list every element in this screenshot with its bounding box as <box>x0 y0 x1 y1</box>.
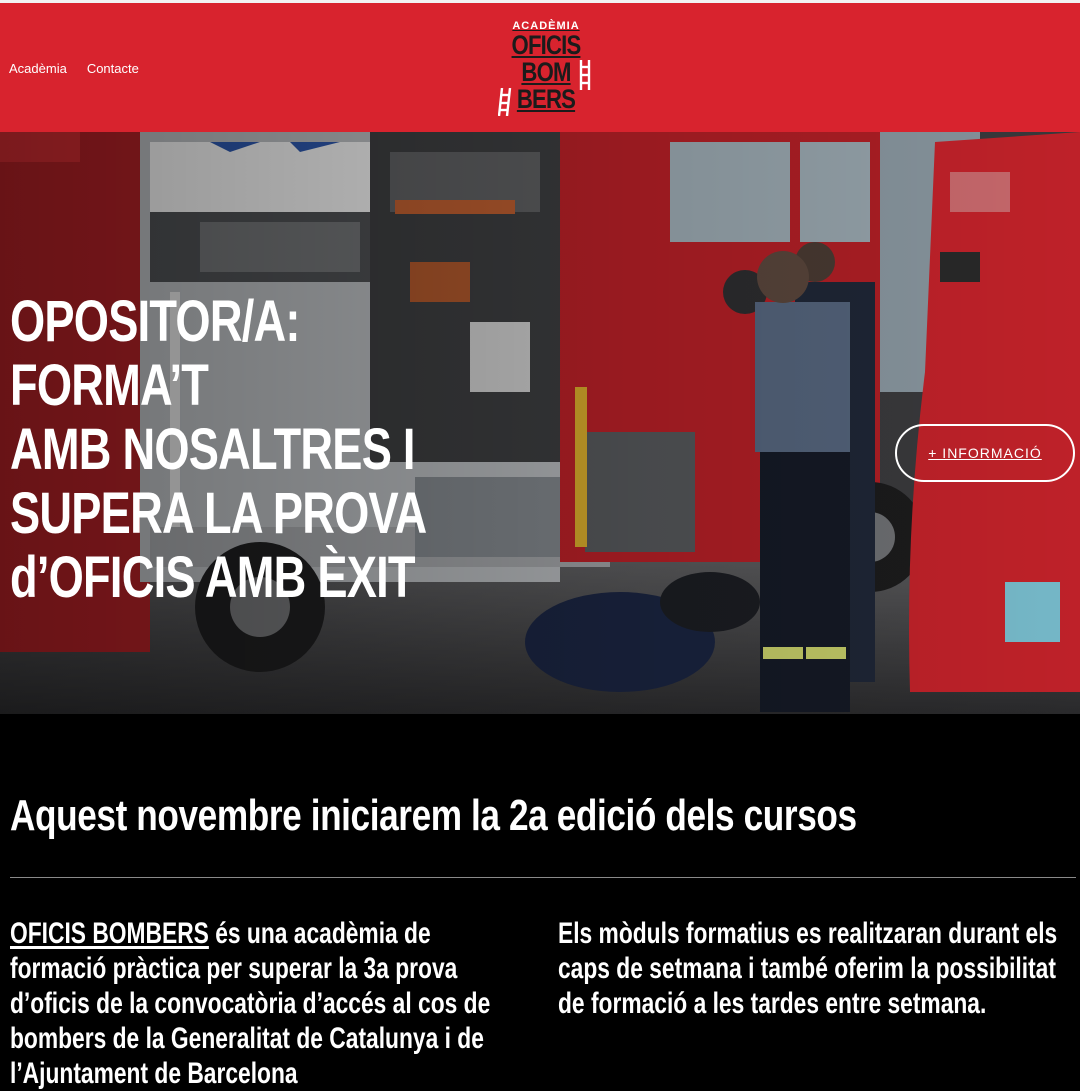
main-nav <box>9 61 139 76</box>
nav-link-contacte[interactable]: Contacte <box>86 61 139 76</box>
section-title: Aquest novembre iniciarem la 2a edició dels cursos <box>10 791 857 840</box>
hero-title: OPOSITOR/A: FORMA’T AMB NOSALTRES I SUPERA LA PROVA d’OFICIS AMB ÈXIT <box>10 289 427 610</box>
logo-line-oficis: OFICIS <box>511 30 581 60</box>
hero-banner <box>0 132 1080 714</box>
ladder-icon <box>498 88 512 116</box>
intro-text: és una acadèmia de formació pràctica per superar la 3a prova d’oficis de la convocatòria d’accés al cos de bombers de la Generalitat de Catalunya i de l’Ajuntament de Barcelona <box>10 917 491 1090</box>
logo-line-academia: ACADÈMIA <box>512 20 580 32</box>
brand-name: OFICIS BOMBERS <box>10 917 209 950</box>
schedule-paragraph: Els mòduls formatius es realitzaran durant els caps de setmana i també oferim la possibilitat de formació a les tardes entre setmana. <box>558 917 1058 1020</box>
intro-paragraph <box>10 916 512 1091</box>
site-logo[interactable] <box>496 20 596 120</box>
ladder-icon <box>578 60 592 90</box>
divider <box>10 877 1076 878</box>
logo-line-bom: BOM <box>521 57 571 87</box>
logo-line-bers: BERS <box>516 84 576 114</box>
nav-link-academia[interactable]: Acadèmia <box>9 61 67 76</box>
more-info-button[interactable]: + INFORMACIÓ <box>895 424 1075 482</box>
site-header <box>0 0 1080 132</box>
